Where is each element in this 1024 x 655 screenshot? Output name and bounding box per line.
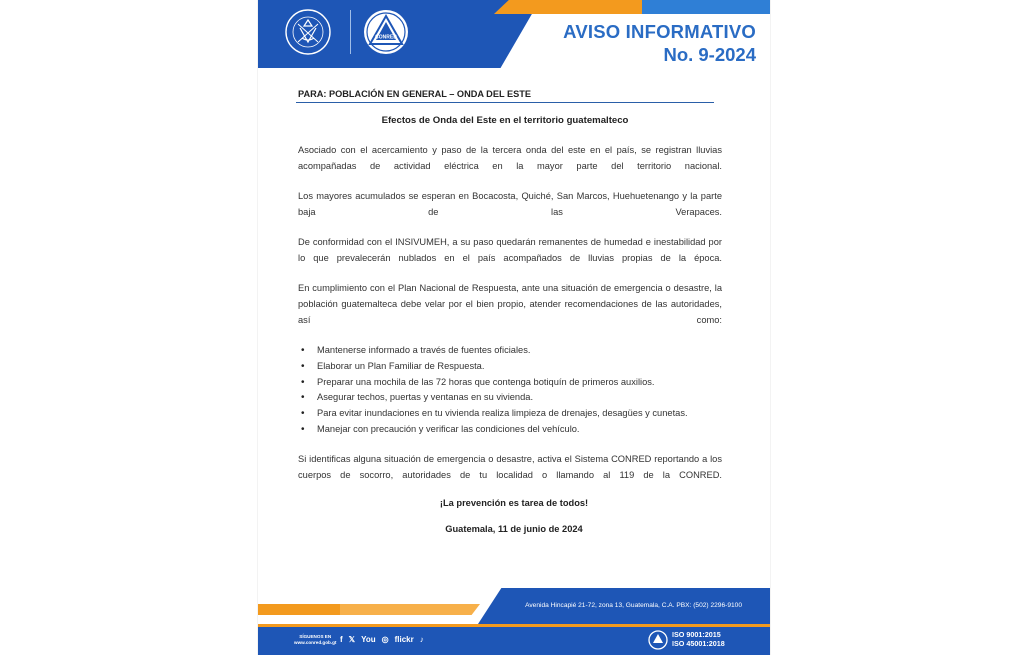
- conred-logo-icon: [362, 8, 410, 56]
- notice-title: AVISO INFORMATIVO: [563, 21, 756, 42]
- footer-address: Avenida Hincapié 21-72, zona 13, Guatemala, C.A. PBX: (502) 2296-9100: [525, 602, 742, 609]
- instagram-icon[interactable]: ◎: [381, 635, 389, 644]
- follow-us-block: [294, 634, 336, 646]
- header-lightblue-stripe: [642, 0, 770, 14]
- notice-number: No. 9-2024: [663, 44, 756, 65]
- header-orange-stripe: [494, 0, 642, 14]
- facebook-icon[interactable]: f: [340, 635, 343, 644]
- tiktok-icon[interactable]: ♪: [419, 635, 424, 644]
- paragraph-4: En cumplimiento con el Plan Nacional de Respuesta, ante una situación de emergencia o desastre, la población guatemalteca debe velar por el bien propio, atender recomendaciones de las autoridades, así como:: [298, 283, 722, 325]
- footer-orange-stripe: [258, 604, 340, 615]
- footer-band-accent: [258, 624, 770, 627]
- document-page: [258, 0, 770, 655]
- addressee-line: PARA: POBLACIÓN EN GENERAL – ONDA DEL ESTE: [298, 89, 531, 99]
- recommendations-list: [298, 343, 728, 438]
- iso-9001-label: ISO 9001:2015: [672, 630, 721, 639]
- x-icon[interactable]: 𝕏: [348, 635, 356, 644]
- list-item: • Para evitar inundaciones en tu vivienda realiza limpieza de drenajes, desagües y cunetas.: [298, 406, 728, 422]
- iso-45001-label: ISO 45001:2018: [672, 639, 725, 648]
- paragraph-1: Asociado con el acercamiento y paso de la tercera onda del este en el país, se registran lluvias acompañadas de actividad eléctrica en la mayor parte del territorio nacional.: [298, 145, 722, 171]
- flickr-icon[interactable]: flickr: [394, 635, 414, 644]
- website-link[interactable]: www.conred.gob.gt: [294, 640, 337, 645]
- list-item: • Asegurar techos, puertas y ventanas en su vivienda.: [298, 390, 728, 406]
- iso-certifications: [672, 630, 725, 648]
- list-item: • Elaborar un Plan Familiar de Respuesta.: [298, 359, 728, 375]
- guatemala-seal-icon: [284, 8, 332, 56]
- iso-certification-icon: [648, 630, 668, 650]
- slogan: ¡La prevención es tarea de todos!: [439, 498, 589, 508]
- list-item: • Manejar con precaución y verificar las condiciones del vehículo.: [298, 422, 728, 438]
- list-item: • Preparar una mochila de las 72 horas que contenga botiquín de primeros auxilios.: [298, 375, 728, 391]
- header-divider: [350, 10, 351, 54]
- notice-subtitle: Efectos de Onda del Este en el territorio guatemalteco: [381, 115, 629, 126]
- addressee-underline: [296, 102, 714, 103]
- svg-text:CONRED: CONRED: [375, 34, 397, 41]
- social-links: [340, 635, 424, 645]
- footer-orange-stripe-light: [340, 604, 480, 615]
- youtube-icon[interactable]: You: [361, 635, 376, 644]
- paragraph-5: Si identificas alguna situación de emergencia o desastre, activa el Sistema CONRED reportando a los cuerpos de socorro, autoridades de tu localidad o llamando al 119 de la CONRED.: [298, 454, 722, 480]
- list-item: • Mantenerse informado a través de fuentes oficiales.: [298, 343, 728, 359]
- paragraph-3: De conformidad con el INSIVUMEH, a su paso quedarán remanentes de humedad e inestabilidad por lo que prevalecerán nublados en el país acompañados de lluvias propias de la época.: [298, 237, 722, 263]
- date-line: Guatemala, 11 de junio de 2024: [445, 524, 583, 534]
- follow-us-label: SÍGUENOS EN: [299, 634, 332, 639]
- paragraph-2: Los mayores acumulados se esperan en Bocacosta, Quiché, San Marcos, Huehuetenango y la parte baja de las Verapaces.: [298, 191, 722, 217]
